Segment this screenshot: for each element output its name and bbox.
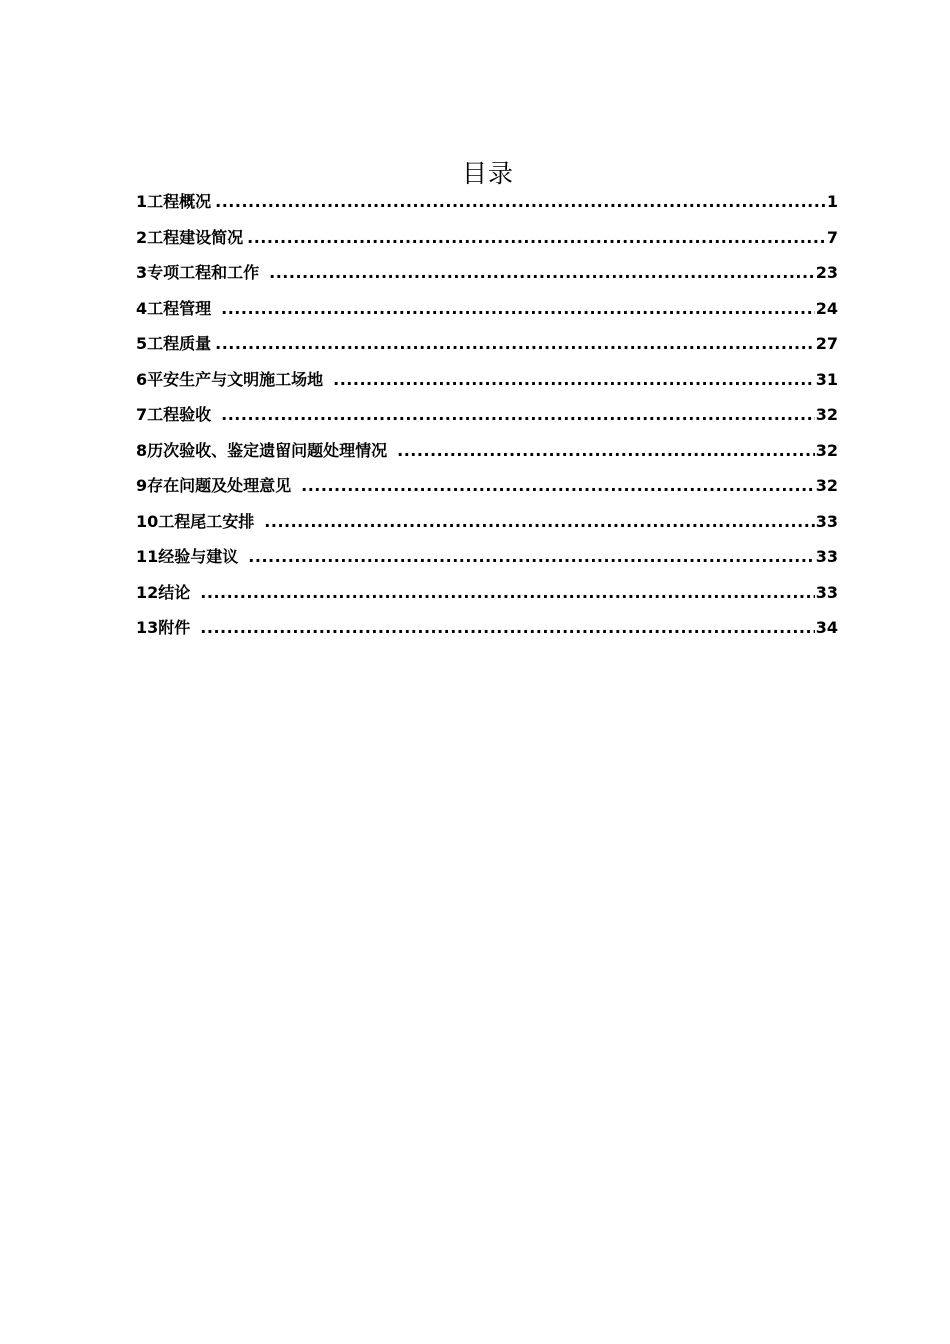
toc-entry-2[interactable] <box>136 220 838 256</box>
toc-entry-page: 33 <box>815 582 838 602</box>
toc-entry-page: 32 <box>815 405 838 424</box>
toc-entry-5[interactable] <box>136 326 838 362</box>
toc-dot-leader <box>200 575 814 611</box>
toc-entry-8[interactable] <box>136 433 838 469</box>
toc-entry-page: 27 <box>815 334 838 353</box>
toc-entry-page: 33 <box>815 511 838 531</box>
toc-entry-label: 2工程建设简况 <box>136 227 244 247</box>
toc-dot-leader <box>333 362 815 398</box>
toc-entry-1[interactable] <box>136 184 838 220</box>
toc-entry-7[interactable] <box>136 397 838 433</box>
toc-entry-10[interactable] <box>136 504 838 540</box>
toc-entry-9[interactable] <box>136 468 838 504</box>
toc-entry-3[interactable] <box>136 255 838 291</box>
toc-dot-leader <box>200 610 814 646</box>
toc-entry-label: 9存在问题及处理意见 <box>136 476 292 495</box>
toc-entry-label: 8历次验收、鉴定遗留问题处理情况 <box>136 440 388 460</box>
toc-dot-leader <box>215 184 826 220</box>
toc-entry-label: 6平安生产与文明施工场地 <box>136 369 324 389</box>
toc-entry-label: 11经验与建议 <box>136 547 239 566</box>
toc-entry-page: 1 <box>826 192 838 211</box>
toc-entry-13[interactable] <box>136 610 838 646</box>
toc-dot-leader <box>264 504 814 540</box>
toc-entry-4[interactable] <box>136 291 838 327</box>
toc-dot-leader <box>248 539 814 575</box>
toc-entry-page: 23 <box>815 263 838 282</box>
toc-entry-11[interactable] <box>136 539 838 575</box>
toc-dot-leader <box>215 326 815 362</box>
toc-entry-label: 3专项工程和工作 <box>136 263 260 282</box>
toc-dot-leader <box>301 468 815 504</box>
toc-entry-label: 5工程质量 <box>136 334 212 353</box>
toc-entry-page: 33 <box>815 547 838 566</box>
toc-entry-label: 12结论 <box>136 582 191 602</box>
toc-entry-page: 24 <box>815 298 838 318</box>
toc-entry-page: 34 <box>815 618 838 637</box>
toc-dot-leader <box>397 433 815 469</box>
toc-dot-leader <box>269 255 815 291</box>
toc-entry-label: 4工程管理 <box>136 298 212 318</box>
toc-entry-label: 10工程尾工安排 <box>136 511 255 531</box>
toc-entry-page: 32 <box>815 440 838 460</box>
toc-title: 目录 <box>461 159 514 188</box>
toc-dot-leader <box>221 397 815 433</box>
toc-entry-page: 31 <box>815 369 838 389</box>
toc-entry-12[interactable] <box>136 575 838 611</box>
toc-list <box>136 184 838 646</box>
toc-entry-label: 7工程验收 <box>136 405 212 424</box>
toc-entry-6[interactable] <box>136 362 838 398</box>
toc-entry-label: 13附件 <box>136 618 191 637</box>
toc-entry-label: 1工程概况 <box>136 192 212 211</box>
toc-dot-leader <box>221 291 815 327</box>
toc-entry-page: 7 <box>826 227 838 247</box>
toc-dot-leader <box>247 220 826 256</box>
toc-entry-page: 32 <box>815 476 838 495</box>
